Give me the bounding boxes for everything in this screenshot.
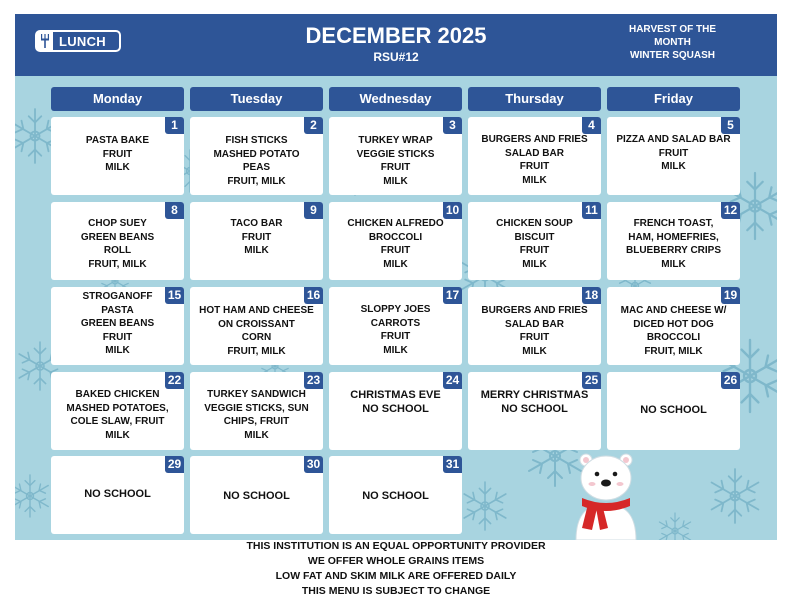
menu-items <box>331 217 460 271</box>
day-cell <box>329 117 462 195</box>
day-cell <box>607 202 740 280</box>
menu-item: STROGANOFF <box>82 291 153 302</box>
menu-item: FRUIT <box>380 162 411 173</box>
day-cell <box>329 287 462 365</box>
menu-item: CHIPS, FRUIT <box>223 416 290 427</box>
menu-item: MILK <box>105 162 130 173</box>
menu-items <box>53 217 182 271</box>
date-number: 24 <box>443 372 462 389</box>
menu-items <box>53 388 182 442</box>
date-number: 26 <box>721 372 740 389</box>
menu-item: TURKEY WRAP <box>358 135 433 146</box>
date-number: 2 <box>304 117 323 134</box>
date-number: 3 <box>443 117 462 134</box>
menu-items <box>609 217 738 271</box>
day-cell <box>607 117 740 195</box>
menu-items <box>192 489 321 503</box>
menu-items <box>331 388 460 416</box>
menu-item: TACO BAR <box>230 218 283 229</box>
menu-item: BAKED CHICKEN <box>75 389 160 400</box>
menu-item: VEGGIE STICKS <box>356 148 435 160</box>
menu-item: FRUIT <box>519 161 550 172</box>
date-number: 5 <box>721 117 740 134</box>
menu-item: FRUIT <box>519 245 550 256</box>
menu-items <box>192 388 321 442</box>
menu-item: FRUIT <box>519 332 550 343</box>
harvest-line: MONTH <box>654 37 691 48</box>
day-cell <box>468 117 601 195</box>
menu-item: FISH STICKS <box>225 135 288 146</box>
menu-items <box>192 304 321 358</box>
page-title: DECEMBER 2025 <box>305 23 487 48</box>
menu-item: VEGGIE STICKS, SUN <box>204 402 309 414</box>
menu-item: MERRY CHRISTMAS <box>480 389 589 401</box>
date-number: 19 <box>721 287 740 304</box>
menu-item: MAC AND CHEESE W/ <box>620 305 727 316</box>
menu-item: CHICKEN SOUP <box>496 218 573 229</box>
menu-item: PEAS <box>242 162 271 173</box>
menu-items <box>192 217 321 258</box>
date-number: 22 <box>165 372 184 389</box>
day-cell <box>329 202 462 280</box>
day-cell <box>329 372 462 450</box>
menu-items <box>331 134 460 188</box>
date-number: 29 <box>165 456 184 473</box>
footer-notes <box>0 539 792 599</box>
menu-item: BROCCOLI <box>646 332 701 343</box>
day-cell <box>329 456 462 534</box>
harvest-line: HARVEST OF THE <box>628 24 717 35</box>
menu-items <box>53 134 182 175</box>
menu-items <box>331 489 460 503</box>
menu-item: CHOP SUEY <box>88 218 147 229</box>
harvest-of-the-month <box>610 23 735 62</box>
menu-item: FRUIT <box>380 331 411 342</box>
menu-item: SALAD BAR <box>505 318 564 330</box>
menu-item: MILK <box>383 258 408 270</box>
menu-item: GREEN BEANS <box>80 318 155 329</box>
menu-item: MILK <box>383 175 408 187</box>
page-subtitle: RSU#12 <box>373 50 419 64</box>
lunch-label: LUNCH <box>59 33 106 49</box>
menu-items <box>609 403 738 417</box>
menu-item: SLOPPY JOES <box>360 304 431 315</box>
menu-item: FRUIT, MILK <box>227 175 286 187</box>
day-cell <box>190 287 323 365</box>
date-number: 23 <box>304 372 323 389</box>
menu-item: FRUIT <box>658 147 689 159</box>
menu-item: MILK <box>244 429 269 441</box>
menu-item: TURKEY SANDWICH <box>207 389 306 400</box>
menu-items <box>192 134 321 188</box>
menu-item: FRUIT, MILK <box>644 345 703 357</box>
footer-line: LOW FAT AND SKIM MILK ARE OFFERED DAILY <box>275 570 517 582</box>
date-number: 17 <box>443 287 462 304</box>
menu-item: MILK <box>244 245 269 256</box>
harvest-line: WINTER SQUASH <box>630 50 715 61</box>
menu-items <box>609 133 738 174</box>
menu-item: CORN <box>241 332 272 343</box>
day-header-thursday: Thursday <box>468 87 601 111</box>
menu-item: NO SCHOOL <box>223 490 290 502</box>
menu-item: PASTA BAKE <box>85 135 150 146</box>
menu-item: CHRISTMAS EVE <box>350 389 441 401</box>
menu-item: BISCUIT <box>514 231 555 243</box>
day-cell <box>607 372 740 450</box>
date-number: 18 <box>582 287 601 304</box>
menu-item: MILK <box>383 344 408 356</box>
menu-item: MILK <box>522 258 547 270</box>
menu-item: MASHED POTATO <box>213 148 300 160</box>
menu-item: GREEN BEANS <box>80 231 155 243</box>
menu-item: FRUIT <box>102 331 133 343</box>
polar-bear-icon <box>570 448 642 540</box>
menu-item: SALAD BAR <box>505 147 564 159</box>
menu-items <box>470 217 599 271</box>
menu-item: BLUEBERRY CRIPS <box>625 245 721 256</box>
menu-item: ROLL <box>103 245 132 256</box>
date-number: 9 <box>304 202 323 219</box>
date-number: 1 <box>165 117 184 134</box>
date-number: 30 <box>304 456 323 473</box>
menu-item: MILK <box>522 345 547 357</box>
date-number: 11 <box>582 202 601 219</box>
footer-line: WE OFFER WHOLE GRAINS ITEMS <box>307 555 485 567</box>
date-number: 15 <box>165 287 184 304</box>
menu-item: HAM, HOMEFRIES, <box>628 231 719 243</box>
menu-item: BROCCOLI <box>368 231 423 243</box>
footer-line: THIS MENU IS SUBJECT TO CHANGE <box>301 585 491 597</box>
menu-item: MILK <box>661 258 686 270</box>
menu-item: NO SCHOOL <box>501 403 568 415</box>
menu-item: FRUIT <box>102 148 133 160</box>
menu-item: MASHED POTATOES, <box>66 402 169 414</box>
menu-item: FRUIT <box>241 231 272 243</box>
menu-item: BURGERS AND FRIES <box>481 305 588 316</box>
menu-items <box>53 290 182 358</box>
day-cell <box>607 287 740 365</box>
calendar-header <box>15 14 777 76</box>
menu-items <box>470 304 599 358</box>
menu-item: DICED HOT DOG <box>633 318 714 330</box>
day-cell <box>190 372 323 450</box>
day-header-wednesday: Wednesday <box>329 87 462 111</box>
date-number: 4 <box>582 117 601 134</box>
menu-item: MILK <box>105 345 130 356</box>
menu-item: NO SCHOOL <box>362 490 429 502</box>
menu-item: MILK <box>661 161 686 172</box>
day-cell <box>51 287 184 365</box>
menu-item: NO SCHOOL <box>640 404 707 416</box>
day-cell <box>468 372 601 450</box>
day-cell <box>51 117 184 195</box>
menu-item: ON CROISSANT <box>218 318 295 330</box>
day-cell <box>468 202 601 280</box>
day-cell <box>468 287 601 365</box>
day-cell <box>51 456 184 534</box>
menu-item: BURGERS AND FRIES <box>481 134 588 145</box>
menu-item: NO SCHOOL <box>84 488 151 500</box>
day-header-monday: Monday <box>51 87 184 111</box>
date-number: 10 <box>443 202 462 219</box>
menu-item: MILK <box>105 429 130 441</box>
menu-item: CHICKEN ALFREDO <box>347 218 444 229</box>
menu-item: FRENCH TOAST, <box>633 218 714 229</box>
menu-item: FRUIT <box>380 245 411 256</box>
menu-items <box>53 487 182 501</box>
menu-item: NO SCHOOL <box>362 403 429 415</box>
day-cell <box>190 117 323 195</box>
day-cell <box>51 372 184 450</box>
date-number: 31 <box>443 456 462 473</box>
menu-item: COLE SLAW, FRUIT <box>70 416 165 427</box>
menu-item: FRUIT, MILK <box>227 345 286 357</box>
day-header-friday: Friday <box>607 87 740 111</box>
day-cell <box>190 202 323 280</box>
menu-items <box>470 133 599 187</box>
menu-items <box>331 303 460 357</box>
menu-item: PIZZA AND SALAD BAR <box>616 134 731 145</box>
day-cell <box>190 456 323 534</box>
day-cell <box>51 202 184 280</box>
menu-item: CARROTS <box>370 317 421 329</box>
day-header-tuesday: Tuesday <box>190 87 323 111</box>
date-number: 25 <box>582 372 601 389</box>
date-number: 12 <box>721 202 740 219</box>
menu-items <box>609 304 738 358</box>
footer-line: THIS INSTITUTION IS AN EQUAL OPPORTUNITY PROVIDER <box>246 540 546 552</box>
menu-item: FRUIT, MILK <box>88 258 147 270</box>
menu-item: MILK <box>522 174 547 186</box>
date-number: 8 <box>165 202 184 219</box>
menu-item: HOT HAM AND CHEESE <box>199 305 314 316</box>
menu-item: PASTA <box>101 304 134 316</box>
date-number: 16 <box>304 287 323 304</box>
menu-items <box>470 388 599 416</box>
